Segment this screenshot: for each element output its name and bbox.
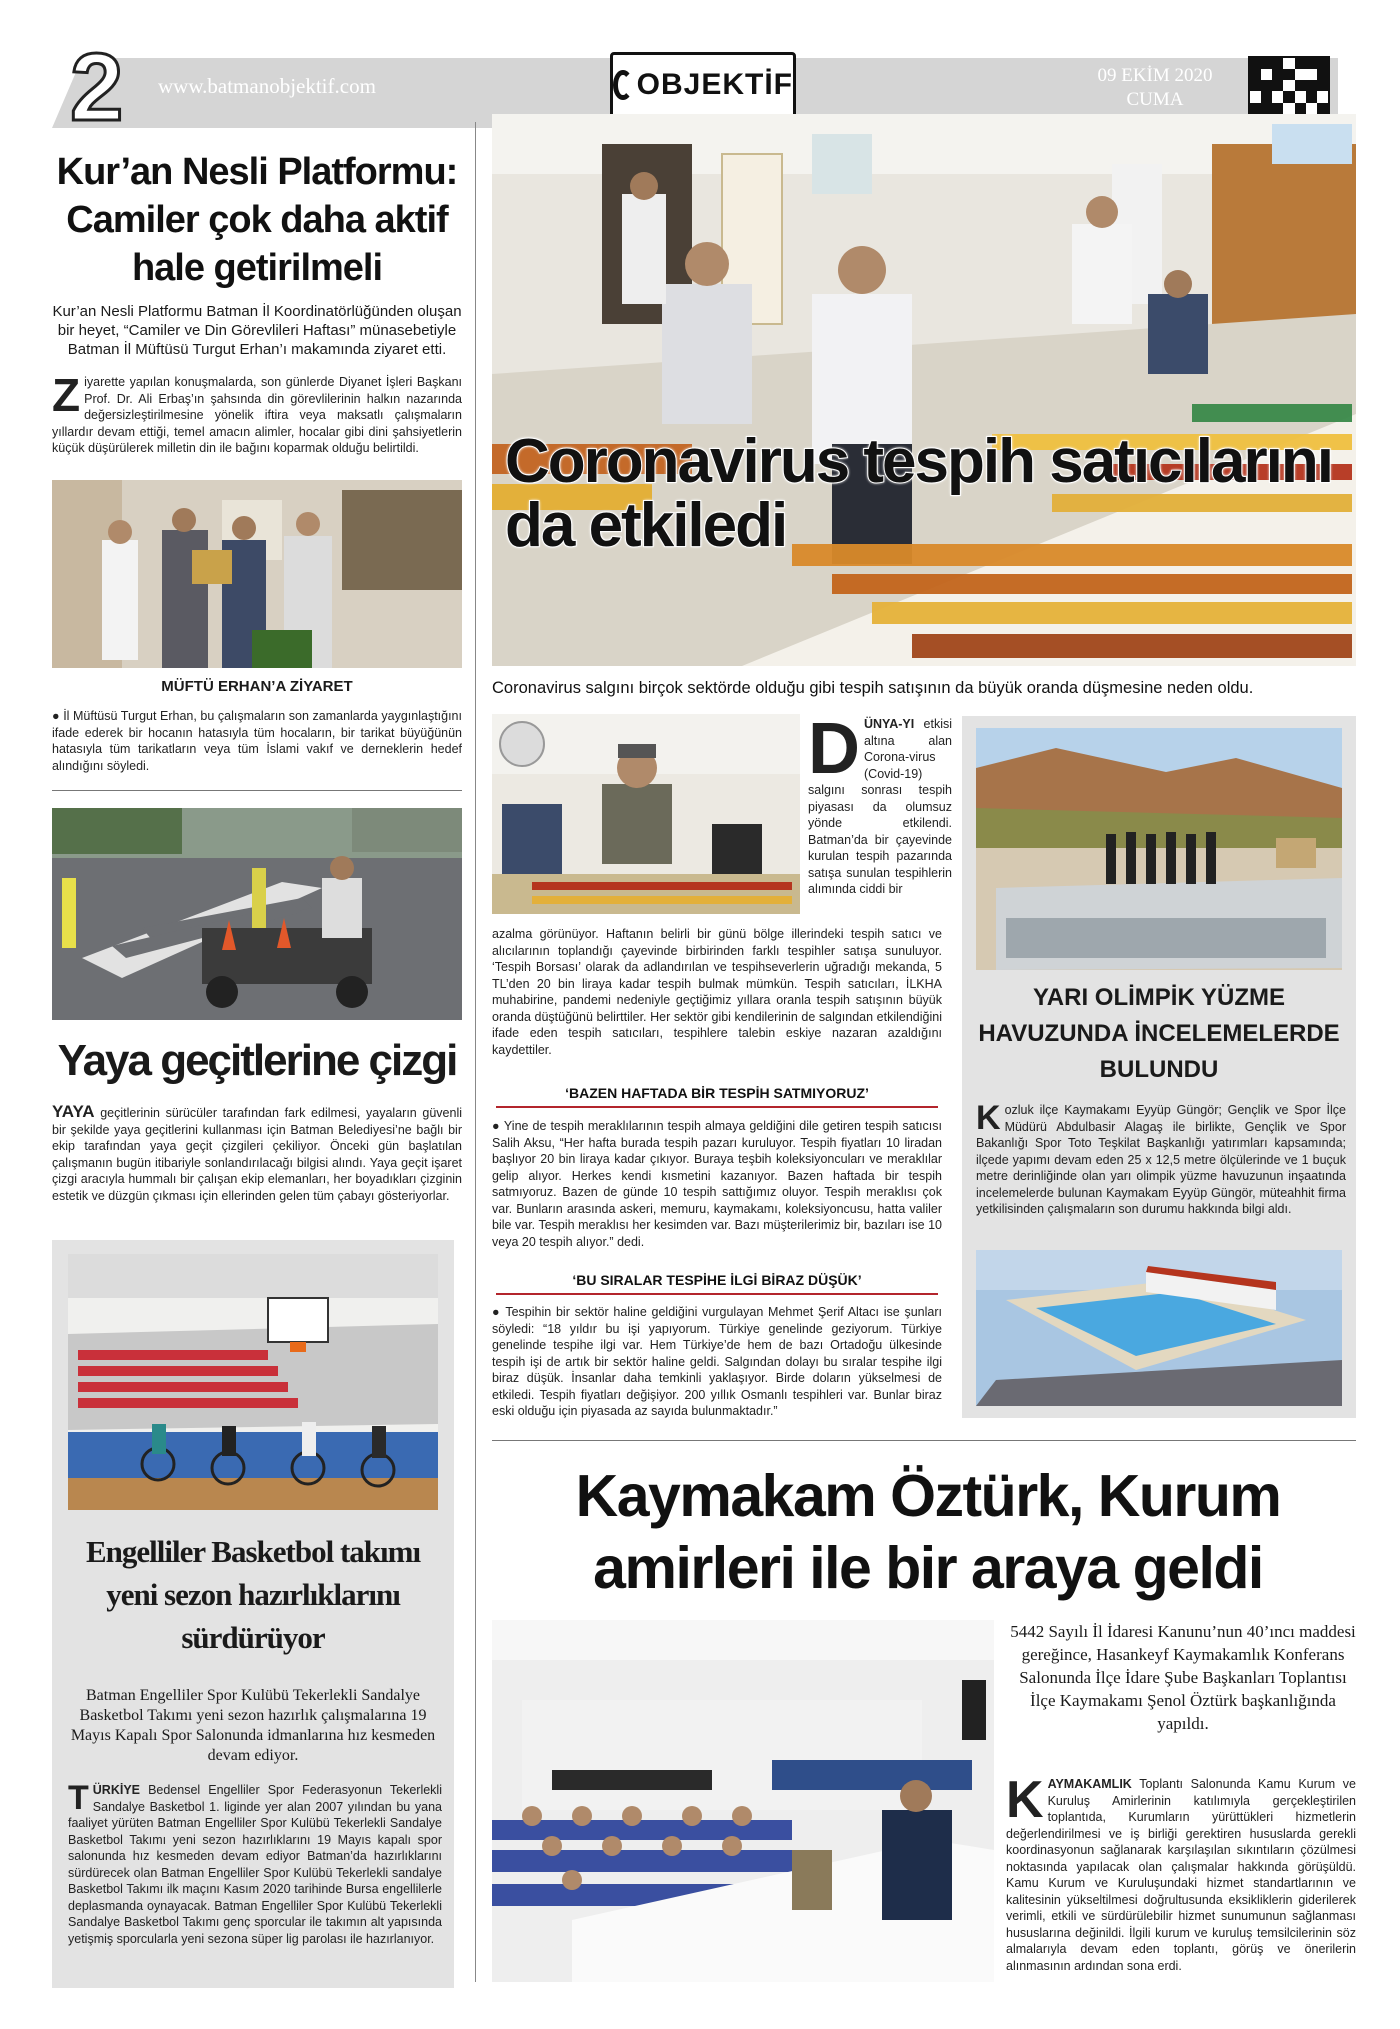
basketball-photo [68,1254,438,1510]
pool-body [976,1099,1346,1218]
corona-subhead-1: ‘BAZEN HAFTADA BİR TESPİH SATMIYORUZ’ [565,1085,869,1101]
basketball-deck: Batman Engelliler Spor Kulübü Tekerlekli Sandalye Basketbol Takımı yeni sezon hazırlık çalışmalarına 19 Mayıs Kapalı Spor Salonunda idmanlarına hız kesmeden devam ediyor. [70,1687,436,1764]
basketball-body-text: Bedensel Engelliler Spor Federasyonun Tekerlekli Sandalye Basketbol 1. liginde yer alan 2007 yılından bu yana faaliyet yürüten Batman Engelliler Spor Kulübü Tekerlekli Sandalye Basketbol Takımı yeni sezon hazırlıklarını 19 Mayıs kapalı spor salonunda hız kesmeden devam ediyor Batman’da hazırlıklarını sürdürecek olan Batman Engelliler Spor Kulübü Tekerlekli sandalye Basketbol Takımı ilk maçını Kasım 2020 tarihinde Bursa engellilerle deplasmanda oynayacak. Batman Engelliler Spor Kulübü Tekerlekli Sandalye Basketbol Takımı genç sporcular ile takımın alt yapısında yetişmiş sporcularla yeni sezona süper lig parolası ile hazırlanıyor. [68,1783,442,1946]
yaya-lead: YAYA [52,1102,95,1121]
yaya-body-text: geçitlerinin sürücüler tarafından fark edilmesi, yayaların güvenli bir şekilde yaya geçitlerini kullanması için Batman Belediyesi’ne bağlı bir ekip tarafından yaya geçit çizgileri çekiliyor. Önceki gün başlatılan çalışmanın bugün itibariyle sonlandırılacağı bilgisi alındı. Yaya geçit işaret çizgi aracıyla hummalı bir çalışan ekip elemanları, her boyadıkları çizginin estetik ve düzgün çıkması için ellerinden gelen tüm çabayı gösteriyorlar. [52,1106,462,1203]
mufti-visit-photo [52,480,462,668]
newspaper-logo [610,52,796,118]
meeting-photo [492,1620,994,1982]
kaymakam-deck: 5442 Sayılı İl İdaresi Kanunu’nun 40’ıncı maddesi gereğince, Hasankeyf Kaymakamlık Konferans Salonunda İlçe İdare Şube Başkanları Toplantısı İlçe Kaymakamı Şenol Öztürk başkanlığında yapıldı. [1010,1622,1356,1733]
kuran-dropcap: Z [52,369,81,421]
logo-ring-icon [613,70,633,100]
red-rule [496,1106,938,1108]
mufti-caption-body: ● İl Müftüsü Turgut Erhan, bu çalışmaların son zamanlarda yaygınlaştığını ifade ederek bir hocanın hatasıyla tüm hocaların, bir tarikat büyüğünün hatasıyla tüm tarikatların veya tüm İslami vakıf ve derneklerin hedef alındığını söyledi. [52,709,462,773]
kaymakam-body-text: Toplantı Salonunda Kamu Kurum ve Kuruluş Amirlerinin katılımıyla gerçekleştirilen toplantıda, Kurumların yürüttükleri hizmetlerin değerlendirilmesi ve iş birliği gerektiren hususlarda gerekli koordinasyonun sağlanarak karşılaşılan sıkıntıların çözülmesi noktasında yapılacak olan çalışmalar hakkında görüşüldü. Kamu Kurum ve Kuruluşundaki hizmet standartlarının ve kalitesinin yükseltilmesi doğrultusunda eksikliklerin giderilerek verimli, etkili ve sürdürülebilir hizmet sunumunun sağlanması hususlarına değinildi. İlgili kurum ve kuruluş temsilcilerinin söz almalarıyla devam eden toplantı, görüş ve önerilerin alınmasının ardından sona erdi. [1006,1777,1356,1973]
pool-headline: YARI OLİMPİK YÜZME HAVUZUNDA İNCELEMELERDE BULUNDU [978,984,1340,1083]
corona-body-1: ● Yine de tespih meraklılarının tespih almaya geldiğini dile getiren tespih satıcısı Salih Aksu, “Her hafta burada tespih pazarı kuruluyor. Tespih fiyatları 10 liradan başlıyor 20 bin liraya kadar çıkıyor. Buraya teşbih koleksiyoncuları ve meraklılar gelip alıyor. Herkes kendi kısmetini kazanıyor. Bazen haftada bir tespih satmıyoruz. Bazen de günde 10 tespih sattığımız oluyor. Tespih meraklısı çok var. Bunların arasında askeri, memuru, kaymakamı, koleksiyoncusu, hatta valiler bile var. Tespih meraklısı her kesimden var. Bazı müşterilerimiz bir, bazıları ise 10 veya 20 tespih alıyor.” dedi. [492,1119,942,1249]
kuran-deck: Kur’an Nesli Platformu Batman İl Koordinatörlüğünden oluşan bir heyet, “Camiler ve Din Görevlileri Haftası” münasebetiyle Batman İl Müftüsü Turgut Erhan’ı makamında ziyaret etti. [52,303,462,358]
basketball-body [68,1779,442,1947]
yaya-headline: Yaya geçitlerine çizgi [57,1036,457,1085]
corona-lead: ÜNYA-YI [864,717,915,731]
page-number: 2 [70,34,124,141]
corona-deck: Coronavirus salgını birçok sektörde olduğu gibi tespih satışının da büyük oranda düşmesine neden oldu. [492,679,1254,697]
prayer-beads-market-photo [492,114,1356,666]
kaymakam-dropcap: K [1006,1771,1044,1829]
kuran-body [52,369,462,457]
basketball-dropcap: T [68,1779,89,1817]
kaymakam-headline: Kaymakam Öztürk, Kurum amirleri ile bir araya geldi [575,1463,1281,1601]
bead-seller-photo [492,714,800,914]
kaymakam-lead: AYMAKAMLIK [1047,1777,1132,1791]
kaymakam-body [1006,1771,1356,1974]
kuran-body-text: iyarette yapılan konuşmalarda, son günlerde Diyanet İşleri Başkanı Prof. Dr. Ali Erbaş’ın şahsında din görevlilerinin halkın nazarında değersizleştirilmesine yönelik iftira veya maksatlı çalışmaların yıllardır devam ettiği, temel amacın alimler, hocalar gibi dini şahsiyetlerin küçük düşürülerek milletin din ile bağını koparmak olduğu belirtildi. [52,375,462,455]
yaya-body [52,1104,462,1204]
pool-inspection-photo [976,728,1342,970]
crosswalk-photo [52,808,462,1020]
corona-dropcap: D [808,709,860,789]
basketball-headline: Engelliler Basketbol takımı yeni sezon hazırlıklarını sürdürüyor [85,1534,421,1655]
website-link[interactable]: www.batmanobjektif.com [158,74,376,98]
corona-subhead-2: ‘BU SIRALAR TESPİHE İLGİ BİRAZ DÜŞÜK’ [572,1272,862,1288]
mufti-caption-head: MÜFTÜ ERHAN’A ZİYARET [161,678,353,695]
corona-side-text: etkisi altına alan Corona-virus (Covid-19) salgını sonrası tespih piyasası da olumsuz yönde etkilendi. Batman’da bir çayevinde kurulan tespih pazarında satışa sunulan tespihlerin alımında ciddi bir [808,717,952,896]
issue-date-block [1080,64,1230,112]
issue-date: 09 EKİM 2020 [1097,65,1213,86]
logo-text: OBJEKTİF [636,68,793,101]
basketball-lead: ÜRKİYE [92,1783,141,1797]
issue-weekday: CUMA [1126,89,1184,110]
pool-dropcap: K [976,1099,1001,1137]
pool-body-text: ozluk ilçe Kaymakamı Eyyüp Güngör; Gençlik ve Spor İlçe Müdürü Abdulbasir Alagaş ile birlikte, Gençlik ve Spor Bakanlığı Spor Toto Teşkilat Başkanlığı yatırımları kapsamında; ilçede yapımı devam eden 25 x 12,5 metre ölçülerinde ve 1 buçuk metre derinliğinde olan yarı olimpik yüzme havuzunun inşaatında incelemelerde bulunan Kaymakam Eyyüp Güngör, müteahhit firma yetkilisinden çalışmaların son durumu hakkında bilgi aldı. [976,1103,1346,1216]
corona-body-2: ● Tespihin bir sektör haline geldiğini vurgulayan Mehmet Şerif Altacı ise şunları söyledi: “18 yıldır bu işi yapıyorum. Türkiye genelinde geziyorum. Türkiye genelinde tespihe ilgi var. Hem Türkiye’de hem de bazı Ortadoğu ülkesinde tespih işi de artık bir sektör haline geldi. Salgından dolayı bu sıralar tespihe ilgi biraz düşük. İnsanlar daha temkinli yaklaşıyor. Birde doların yükselmesi de etkiledi. Tespih fiyatları değişiyor. 200 yıllık Osmanlı tespihleri var. Bunlar biraz eski olduğu için piyasada az sayıda bulunmaktadır.” [492,1305,942,1418]
corona-main-body: azalma görünüyor. Haftanın belirli bir günü bölge illerindeki tespih satıcı ve alıcılarının toplandığı çayevinde birbirinden farklı tespihler satışa sunuluyor. ‘Tespih Borsası’ olarak da adlandırılan ve tespihseverlerin uğradığı mekanda, 5 TL’den 20 bin liraya kadar tespih bulmak mümkün. Tespih satıcıları, İLKHA muhabirine, pandemi nedeniyle geçtiğimiz yıllara oranla tespih satışının büyük oranda düştüğünü belirttiler. Her sektör gibi kendilerinin de salgından etkilendiğini ifade eden tespih satıcıları, tespihlere talebin eskiye nazaran azaldığını kaydettiler. [492,927,942,1057]
corona-headline: Coronavirus tespih satıcılarını da etkiledi [505,427,1332,560]
pool-render-image [976,1250,1342,1406]
section-divider [52,790,462,791]
section-divider [492,1440,1356,1441]
kuran-headline: Kur’an Nesli Platformu: Camiler çok daha aktif hale getirilmeli [56,151,458,289]
red-rule [496,1293,938,1295]
column-divider [475,122,476,1982]
corona-side-body [808,709,952,898]
